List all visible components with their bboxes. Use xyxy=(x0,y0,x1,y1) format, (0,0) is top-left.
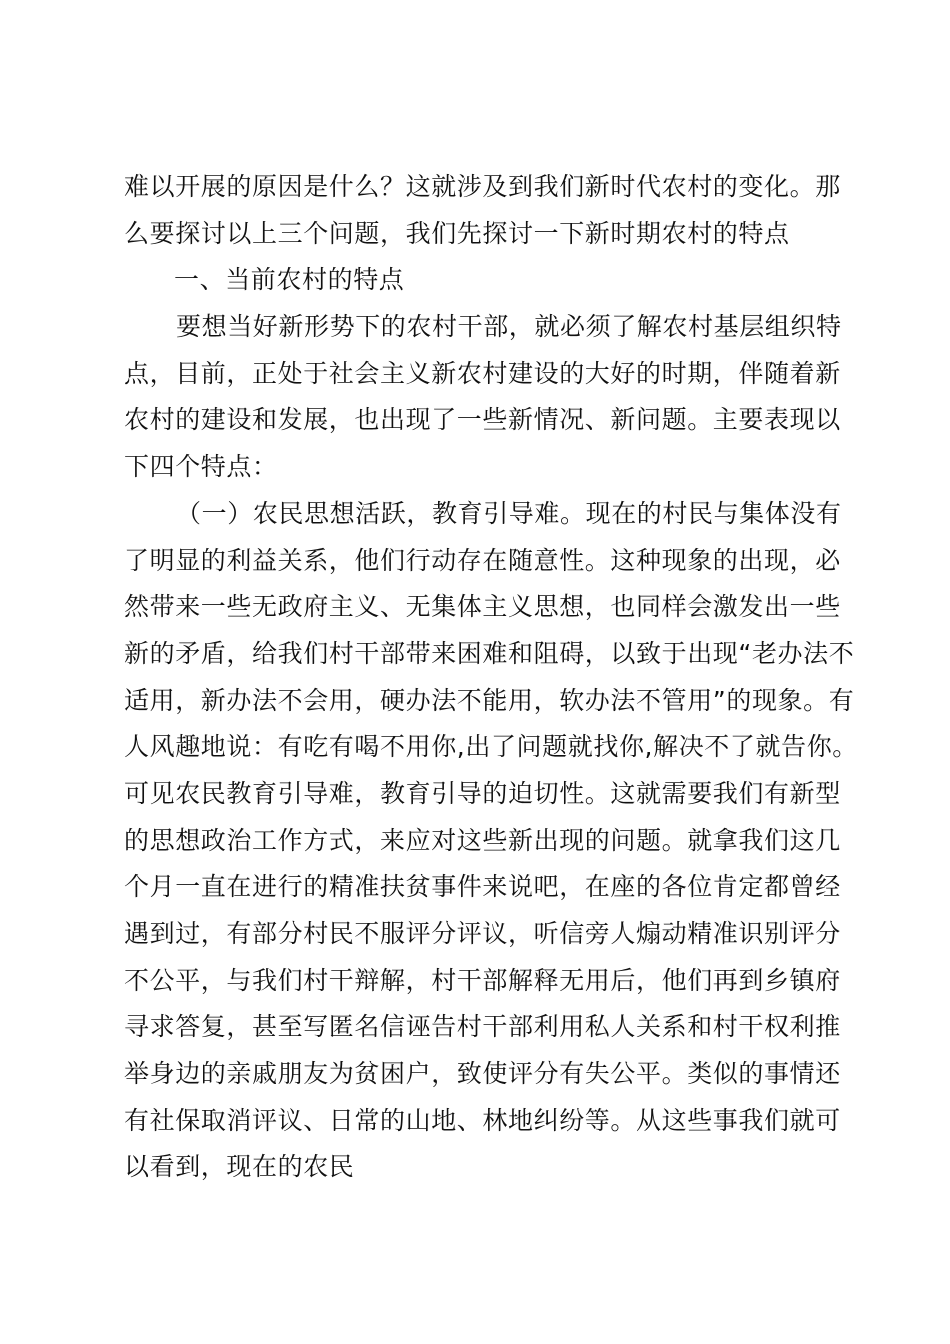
text-line: 新的矛盾，给我们村干部带来困难和阻碍，以致于出现“老办法不 xyxy=(124,638,855,668)
text-line: 人风趣地说：有吃有喝不用你,出了问题就找你,解决不了就告你。 xyxy=(124,732,858,762)
body-text xyxy=(124,164,858,1191)
section-heading: 一、当前农村的特点 xyxy=(174,265,405,295)
text-line: 寻求答复，甚至写匿名信诬告村干部利用私人关系和村干权利推 xyxy=(124,1012,841,1042)
text-line: 了明显的利益关系，他们行动存在随意性。这种现象的出现，必 xyxy=(124,545,841,575)
text-line: 么要探讨以上三个问题，我们先探讨一下新时期农村的特点 xyxy=(124,218,790,248)
text-line: 遇到过，有部分村民不服评分评议，听信旁人煽动精准识别评分 xyxy=(124,919,841,948)
text-line: 举身边的亲戚朋友为贫困户，致使评分有失公平。类似的事情还 xyxy=(124,1059,841,1089)
text-line: 适用，新办法不会用，硬办法不能用，软办法不管用”的现象。有 xyxy=(124,685,855,715)
text-line: 农村的建设和发展，也出现了一些新情况、新问题。主要表现以 xyxy=(124,405,841,435)
text-line: 有社保取消评议、日常的山地、林地纠纷等。从这些事我们就可 xyxy=(124,1105,841,1135)
text-line: 要想当好新形势下的农村干部，就必须了解农村基层组织特 xyxy=(176,312,842,342)
text-line: 不公平，与我们村干辩解，村干部解释无用后，他们再到乡镇府 xyxy=(124,965,841,995)
text-line: 点，目前，正处于社会主义新农村建设的大好的时期，伴随着新 xyxy=(124,358,841,388)
text-line: 的思想政治工作方式，来应对这些新出现的问题。就拿我们这几 xyxy=(124,825,841,855)
text-line: 以看到，现在的农民 xyxy=(124,1152,355,1182)
text-line: 下四个特点： xyxy=(124,452,278,482)
text-line: 个月一直在进行的精准扶贫事件来说吧，在座的各位肯定都曾经 xyxy=(124,872,841,902)
text-line: 可见农民教育引导难，教育引导的迫切性。这就需要我们有新型 xyxy=(124,778,841,808)
text-line: 然带来一些无政府主义、无集体主义思想，也同样会激发出一些 xyxy=(124,592,841,622)
subsection-heading-line: （一）农民思想活跃，教育引导难。现在的村民与集体没有 xyxy=(176,498,842,528)
text-line: 难以开展的原因是什么？这就涉及到我们新时代农村的变化。那 xyxy=(124,172,841,201)
